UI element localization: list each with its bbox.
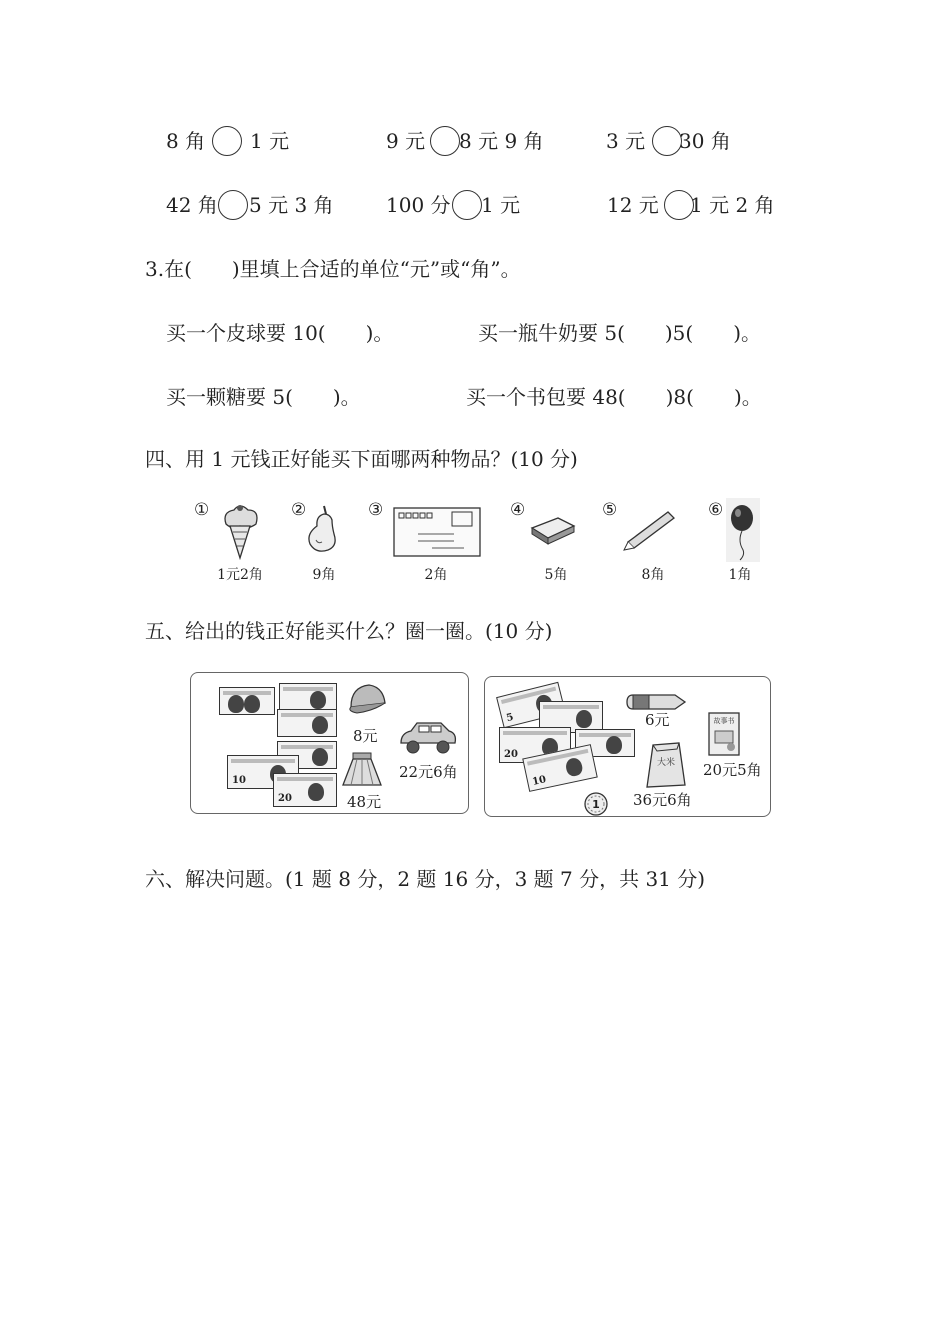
banknote-10: 10 [522,744,598,792]
item-price: 2角 [424,567,448,583]
item-price: 8元 [353,727,378,745]
item-number: ① [194,500,210,520]
compare-circle[interactable] [218,190,248,220]
svg-text:1: 1 [592,798,600,811]
compare-circle[interactable] [652,126,682,156]
compare-left: 3 元 [606,129,646,153]
banknote [279,683,337,711]
section-5-title: 五、给出的钱正好能买什么？圈一圈。(10 分) [145,619,553,643]
compare-circle[interactable] [452,190,482,220]
pencil-icon [620,508,678,552]
ice-cream-icon [218,502,262,560]
money-box-1 [190,672,469,814]
item-price: 9角 [312,567,336,583]
compare-left: 12 元 [607,193,659,217]
cap-icon [345,681,389,717]
banknote [277,709,337,737]
fill-line: 买一颗糖要 5( )。 [166,385,361,409]
fill-line: 买一个书包要 48( )8( )。 [466,385,762,409]
item-price: 20元5角 [703,761,762,779]
compare-left: 42 角 [166,193,218,217]
section-4-title: 四、用 1 元钱正好能买下面哪两种物品？(10 分) [145,447,578,471]
banknote-20: 20 [499,727,571,763]
item-price: 48元 [347,793,382,811]
item-price: 1角 [728,567,752,583]
compare-circle[interactable] [212,126,242,156]
compare-left: 100 分 [386,193,451,217]
section-6-title: 六、解决问题。(1 题 8 分，2 题 16 分，3 题 7 分，共 31 分) [145,867,706,891]
balloon-icon [722,498,762,562]
item-number: ② [291,500,307,520]
rice-bag-icon [643,741,689,789]
money-box-2 [484,676,771,817]
item-number: ③ [368,500,384,520]
book-icon [707,711,741,757]
compare-right: 30 角 [679,129,731,153]
item-price: 1元2角 [217,567,263,583]
banknote-20: 20 [273,773,337,807]
coin-icon [583,791,609,817]
compare-right: 1 元 2 角 [690,193,775,217]
compare-left: 8 角 [166,129,206,153]
compare-right: 5 元 3 角 [249,193,334,217]
svg-text:故事书: 故事书 [713,717,735,725]
item-price: 22元6角 [399,763,458,781]
compare-right: 8 元 9 角 [459,129,544,153]
banknote-10: 10 [227,755,299,789]
item-price: 5角 [544,567,568,583]
compare-right: 1 元 [250,129,290,153]
fill-line: 买一个皮球要 10( )。 [166,321,394,345]
banknote-5: 5 [496,682,566,729]
item-price: 8角 [641,567,665,583]
question-3-title: 3.在( )里填上合适的单位“元”或“角”。 [145,257,521,281]
toy-car-icon [397,719,459,757]
skirt-icon [341,751,383,789]
compare-right: 1 元 [481,193,521,217]
item-number: ⑤ [602,500,618,520]
eraser-icon [528,514,578,546]
fill-line: 买一瓶牛奶要 5( )5( )。 [478,321,762,345]
pear-icon [304,504,340,554]
item-number: ④ [510,500,526,520]
item-number: ⑥ [708,500,724,520]
item-price: 6元 [645,711,670,729]
item-price: 36元6角 [633,791,692,809]
compare-left: 9 元 [386,129,426,153]
compare-circle[interactable] [430,126,460,156]
banknote [219,687,275,715]
envelope-icon [392,506,482,558]
svg-text:大米: 大米 [656,758,676,768]
